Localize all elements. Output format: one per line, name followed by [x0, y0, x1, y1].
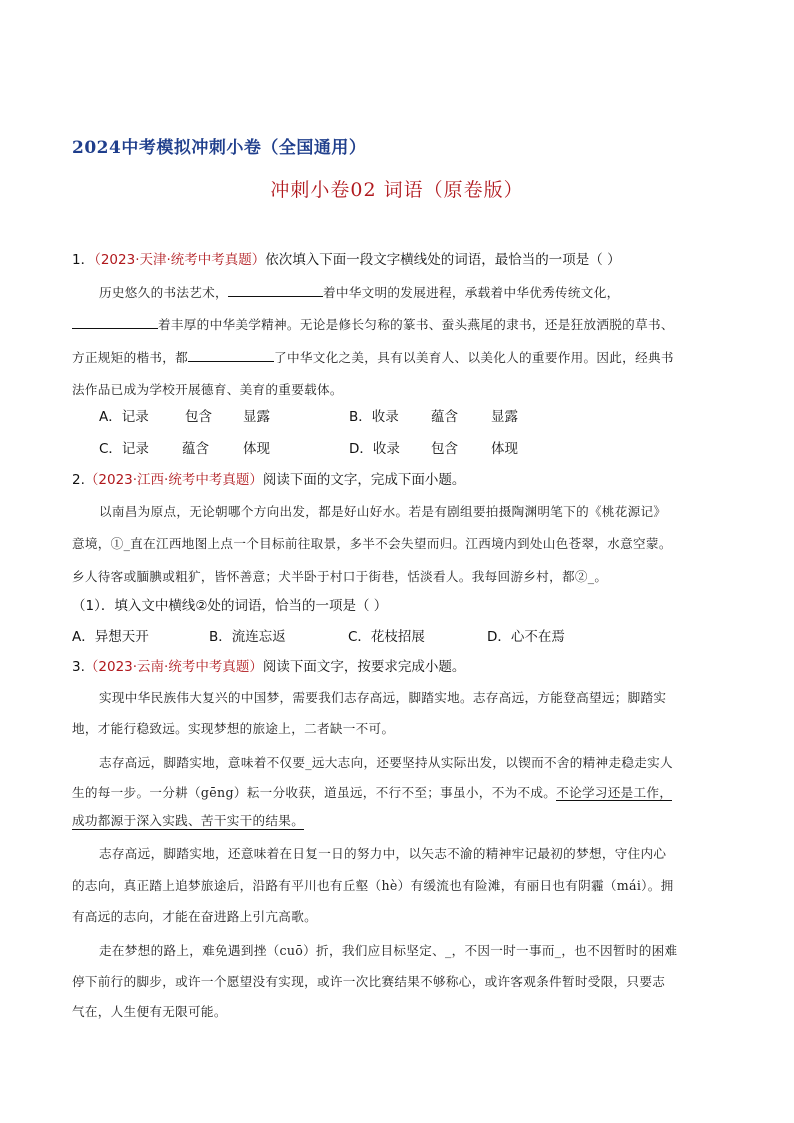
option-word: 体现: [491, 441, 518, 457]
option-d[interactable]: D．心不在焉: [487, 629, 565, 645]
q3-passage-line: 停下前行的脚步，或许一个愿望没有实现，或许一次比赛结果不够称心，或许客观条件暂时受限，只要志: [72, 974, 666, 989]
page-title: 冲刺小卷02 词语（原卷版）: [270, 179, 524, 201]
passage-text: 历史悠久的书法艺术，: [99, 285, 228, 300]
fill-blank: [228, 284, 323, 297]
question-text: 阅读下面的文字，完成下面小题。: [262, 472, 466, 488]
option-word: 蕴含: [431, 409, 458, 425]
q1-option-row: [99, 405, 659, 425]
option-b[interactable]: B．流连忘返: [209, 629, 286, 645]
q3-passage-line: 走在梦想的路上，难免遇到挫（cuō）折，我们应目标坚定、_，不因一时一事而_，也不因暂时的困难: [99, 943, 678, 958]
passage-text: 生的每一步。一分耕（gēng）耘一分收获，道虽远，不行不至；事虽小，不为不成。: [72, 785, 557, 800]
q1-passage-line: [72, 314, 674, 333]
underlined-sentence: 不论学习还是工作，: [556, 785, 673, 800]
option-word: 显露: [491, 409, 518, 425]
passage-text: 着丰厚的中华美学精神。无论是修长匀称的篆书、蚕头燕尾的隶书，还是狂放洒脱的草书、: [158, 317, 674, 332]
option-b[interactable]: B．收录: [349, 409, 399, 425]
q3-passage-line: 的志向，真正踏上追梦旅途后，沿路有平川也有丘壑（hè）有缓流也有险滩，有丽日也有阴霾（mái）。拥: [72, 878, 674, 893]
q2-passage-line: 意境，①_直在江西地图上点一个目标前往取景，多半不会失望而归。江西境内到处山色苍翠，水意空蒙。: [72, 536, 672, 551]
option-c[interactable]: C．花枝招展: [348, 629, 425, 645]
q3-passage-line: 志存高远，脚踏实地，意味着不仅要_远大志向，还要坚持从实际出发，以锲而不舍的精神走稳走实人: [99, 755, 673, 770]
question-source: （2023·江西·统考中考真题）: [84, 472, 263, 488]
underlined-sentence: 成功都源于深入实践、苦干实干的结果。: [72, 810, 304, 830]
q1-passage-line: 法作品已成为学校开展德育、美育的重要载体。: [72, 382, 343, 397]
q3-passage-line: 有高远的志向，才能在奋进路上引亢高歌。: [72, 909, 317, 924]
passage-text: 着中华文明的发展进程，承载着中华优秀传统文化，: [322, 285, 620, 300]
question-source: （2023·天津·统考中考真题）: [94, 252, 266, 268]
question-text: 依次填入下面一段文字横线处的词语，最恰当的一项是（ ）: [265, 252, 621, 268]
option-word: 包含: [431, 441, 458, 457]
question-number: 2.: [72, 472, 85, 488]
question-3-stem: [72, 655, 465, 675]
passage-text: 方正规矩的楷书，都: [72, 350, 189, 365]
option-a[interactable]: A．记录: [99, 409, 149, 425]
q3-passage-line: [72, 782, 672, 801]
question-source: （2023·云南·统考中考真题）: [84, 659, 263, 675]
option-c[interactable]: C．记录: [99, 441, 149, 457]
question-number: 1．: [72, 252, 95, 268]
document-header: 2024中考模拟冲刺小卷（全国通用）: [72, 138, 367, 158]
q1-passage-line: [72, 347, 674, 366]
q3-passage-line: 实现中华民族伟大复兴的中国梦，需要我们志存高远，脚踏实地。志存高远，方能登高望远；脚踏实: [99, 690, 667, 705]
q3-passage-line: 地，才能行稳致远。实现梦想的旅途上，二者缺一不可。: [72, 721, 395, 736]
q2-passage-line: 以南昌为原点，无论朝哪个方向出发，都是好山好水。若是有剧组要拍摄陶渊明笔下的《桃花源记》: [99, 504, 667, 519]
option-d[interactable]: D．收录: [349, 441, 400, 457]
question-2-stem: [72, 468, 465, 488]
option-word: 体现: [243, 441, 270, 457]
fill-blank: [72, 316, 158, 329]
q1-option-row: [99, 437, 659, 457]
option-word: 显露: [243, 409, 270, 425]
passage-text: 了中华文化之美，具有以美育人、以美化人的重要作用。因此，经典书: [274, 350, 674, 365]
q1-passage-line: [99, 282, 620, 301]
question-1-stem: [72, 248, 621, 268]
fill-blank: [188, 349, 274, 362]
q2-subquestion: （1）．填入文中横线②处的词语，恰当的一项是（ ）: [72, 598, 388, 614]
q3-passage-line: 气在，人生便有无限可能。: [72, 1004, 227, 1019]
option-word: 蕴含: [182, 441, 209, 457]
question-text: 阅读下面文字，按要求完成小题。: [262, 659, 466, 675]
question-number: 3.: [72, 659, 85, 675]
option-a[interactable]: A．异想天开: [72, 629, 149, 645]
option-word: 包含: [185, 409, 212, 425]
q2-passage-line: 乡人待客或腼腆或粗犷，皆怀善意；犬半卧于村口于街巷，恬淡看人。我每回游乡村，都②_。: [72, 569, 608, 584]
q2-option-row: [72, 625, 672, 645]
q3-passage-line: 志存高远，脚踏实地，还意味着在日复一日的努力中，以矢志不渝的精神牢记最初的梦想，守住内心: [99, 846, 667, 861]
